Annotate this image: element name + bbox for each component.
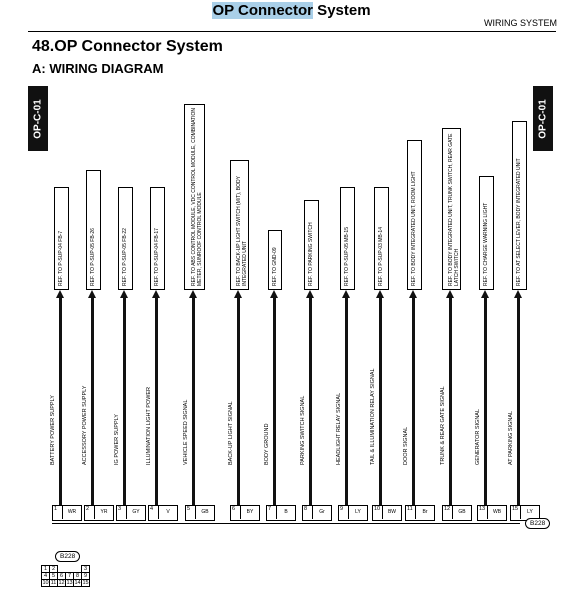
signal-label: BATTERY POWER SUPPLY — [50, 395, 56, 465]
reference-text: REF. TO ABS CONTROL MODULE, VDC CONTROL MODULE, COMBINATION METER, SUNROOF CONTROL MODULE — [191, 108, 203, 286]
reference-box — [407, 140, 422, 290]
reference-text: REF. TO PARKING SWITCH — [308, 222, 314, 286]
signal-label: VEHICLE SPEED SIGNAL — [183, 399, 189, 465]
reference-text: REF. TO BODY INTEGRATED UNIT, ROOM LIGHT — [411, 171, 417, 286]
wire — [449, 297, 452, 505]
grid-cell: 6 — [58, 573, 66, 580]
reference-text: REF. TO P-SUP-05 FB-22 — [122, 228, 128, 286]
grid-cell: 2 — [50, 566, 58, 573]
wire — [309, 297, 312, 505]
pin-box — [116, 505, 146, 521]
connector-code: B228 — [525, 518, 550, 529]
reference-box — [268, 230, 282, 290]
grid-cell: 13 — [66, 580, 73, 586]
wire — [59, 297, 62, 505]
signal-label: TRUNK & REAR GATE SIGNAL — [440, 386, 446, 465]
pin-number: 1 — [54, 506, 58, 512]
pin-box — [302, 505, 332, 521]
reference-box — [118, 187, 133, 290]
pin-box — [477, 505, 507, 521]
title-highlight: OP Connector — [212, 2, 314, 19]
wire — [237, 297, 240, 505]
page-title — [0, 2, 583, 19]
wire-color-code: Gr — [312, 506, 331, 519]
grid-cell: 5 — [50, 573, 58, 580]
pin-box — [230, 505, 260, 521]
grid-cell: 11 — [50, 580, 57, 586]
pin-box — [52, 505, 82, 521]
wire-color-code: YR — [94, 506, 113, 519]
reference-box — [442, 128, 461, 290]
grid-cell — [66, 566, 74, 573]
pin-number: 11 — [407, 506, 413, 512]
wire-color-code: LY — [520, 506, 539, 519]
signal-label: TAIL & ILLUMINATION RELAY SIGNAL — [370, 368, 376, 465]
reference-text: REF. TO CHARGE WARNING LIGHT — [483, 202, 489, 286]
reference-text: REF. TO P-SUP-05 FB-26 — [90, 228, 96, 286]
grid-cell — [74, 566, 82, 573]
pin-box — [372, 505, 402, 521]
reference-box — [479, 176, 494, 290]
signal-label: DOOR SIGNAL — [403, 426, 409, 465]
wire — [273, 297, 276, 505]
subsection-heading: A: WIRING DIAGRAM — [32, 61, 164, 76]
grid-cell: 8 — [74, 573, 82, 580]
pin-number: 4 — [150, 506, 154, 512]
wire — [484, 297, 487, 505]
grid-cell: 15 — [82, 580, 89, 586]
side-tag-right — [533, 86, 553, 151]
connector-grid-label: B228 — [55, 551, 80, 562]
reference-box — [304, 200, 319, 290]
reference-text: REF. TO P-SUP-04 FB-17 — [154, 228, 160, 286]
reference-box — [86, 170, 101, 290]
reference-text: REF. TO BACK-UP LIGHT SWITCH (M/T), BODY INTEGRATED UNIT — [236, 176, 248, 286]
wire-color-code: Br — [415, 506, 434, 519]
signal-label: HEADLIGHT RELAY SIGNAL — [336, 392, 342, 465]
title-rest: System — [313, 2, 371, 19]
connector-pin-grid — [41, 565, 90, 587]
signal-label: AT PARKING SIGNAL — [508, 410, 514, 465]
signal-label: ACCESSORY POWER SUPPLY — [82, 385, 88, 465]
reference-text: REF. TO AT SELECT LEVER, BODY INTEGRATED UNIT — [516, 158, 522, 286]
side-tag-left-text: OP-C-01 — [32, 98, 44, 139]
wire — [345, 297, 348, 505]
pin-number: 8 — [304, 506, 308, 512]
wire-color-code: BY — [240, 506, 259, 519]
wire-color-code: WR — [62, 506, 81, 519]
wire-color-code: LY — [348, 506, 367, 519]
pin-number: 6 — [232, 506, 236, 512]
pin-number: 3 — [118, 506, 122, 512]
pin-box — [338, 505, 368, 521]
reference-box — [230, 160, 249, 290]
reference-box — [340, 187, 355, 290]
wire-color-code: GB — [195, 506, 214, 519]
pin-box — [405, 505, 435, 521]
pin-number: 2 — [86, 506, 90, 512]
signal-label: BACK-UP LIGHT SIGNAL — [228, 401, 234, 465]
wire-color-code: GY — [126, 506, 145, 519]
wire — [192, 297, 195, 505]
pin-number: 13 — [479, 506, 486, 512]
signal-label: ILLUMINATION LIGHT POWER — [146, 386, 152, 465]
grid-cell: 4 — [42, 573, 50, 580]
signal-label: GENERATOR SIGNAL — [475, 408, 481, 465]
grid-row — [42, 573, 90, 580]
pin-number: 5 — [187, 506, 191, 512]
grid-cell: 9 — [82, 573, 90, 580]
grid-cell: 10 — [42, 580, 49, 586]
wire — [412, 297, 415, 505]
wire-color-code: WB — [487, 506, 506, 519]
grid-cell: 1 — [42, 566, 50, 573]
wire — [517, 297, 520, 505]
wire — [123, 297, 126, 505]
pin-box — [266, 505, 296, 521]
pin-box — [185, 505, 215, 521]
pin-box — [84, 505, 114, 521]
header-divider — [28, 31, 556, 32]
pin-box — [148, 505, 178, 521]
wire-color-code: B — [276, 506, 295, 519]
grid-row — [42, 566, 90, 573]
wire — [91, 297, 94, 505]
reference-text: REF. TO P-SUP-04 FB-7 — [58, 230, 64, 286]
wire-color-code: V — [158, 506, 177, 519]
reference-box — [374, 187, 389, 290]
connector-bar — [52, 523, 520, 524]
signal-label: IG POWER SUPPLY — [114, 414, 120, 465]
grid-cell: 12 — [58, 580, 65, 586]
section-heading: 48.OP Connector System — [32, 38, 223, 55]
grid-row — [42, 580, 90, 587]
grid-cell: 3 — [82, 566, 90, 573]
reference-text: REF. TO GND-09 — [272, 247, 278, 286]
grid-cell — [58, 566, 66, 573]
reference-box — [54, 187, 69, 290]
pin-number: 12 — [444, 506, 451, 512]
grid-cell: 14 — [74, 580, 81, 586]
reference-box — [150, 187, 165, 290]
pin-number: 10 — [374, 506, 381, 512]
wire-color-code: GB — [452, 506, 471, 519]
wire-color-code: BW — [382, 506, 401, 519]
pin-number: 7 — [268, 506, 272, 512]
side-tag-left — [28, 86, 48, 151]
reference-box — [512, 121, 527, 290]
grid-cell: 7 — [66, 573, 74, 580]
reference-text: REF. TO P-SUP-05 MB-15 — [344, 227, 350, 286]
wire — [379, 297, 382, 505]
wire — [155, 297, 158, 505]
signal-label: BODY GROUND — [264, 423, 270, 465]
pin-number: 15 — [512, 506, 519, 512]
reference-box — [184, 104, 205, 290]
section-label: WIRING SYSTEM — [483, 18, 557, 28]
side-tag-right-text: OP-C-01 — [537, 98, 549, 139]
reference-text: REF. TO P-SUP-03 MB-14 — [378, 227, 384, 286]
pin-box — [442, 505, 472, 521]
signal-label: PARKING SWITCH SIGNAL — [300, 395, 306, 465]
pin-number: 9 — [340, 506, 344, 512]
reference-text: REF. TO BODY INTEGRATED UNIT, TRUNK SWITCH, REAR GATE LATCH SWITCH — [448, 133, 460, 286]
